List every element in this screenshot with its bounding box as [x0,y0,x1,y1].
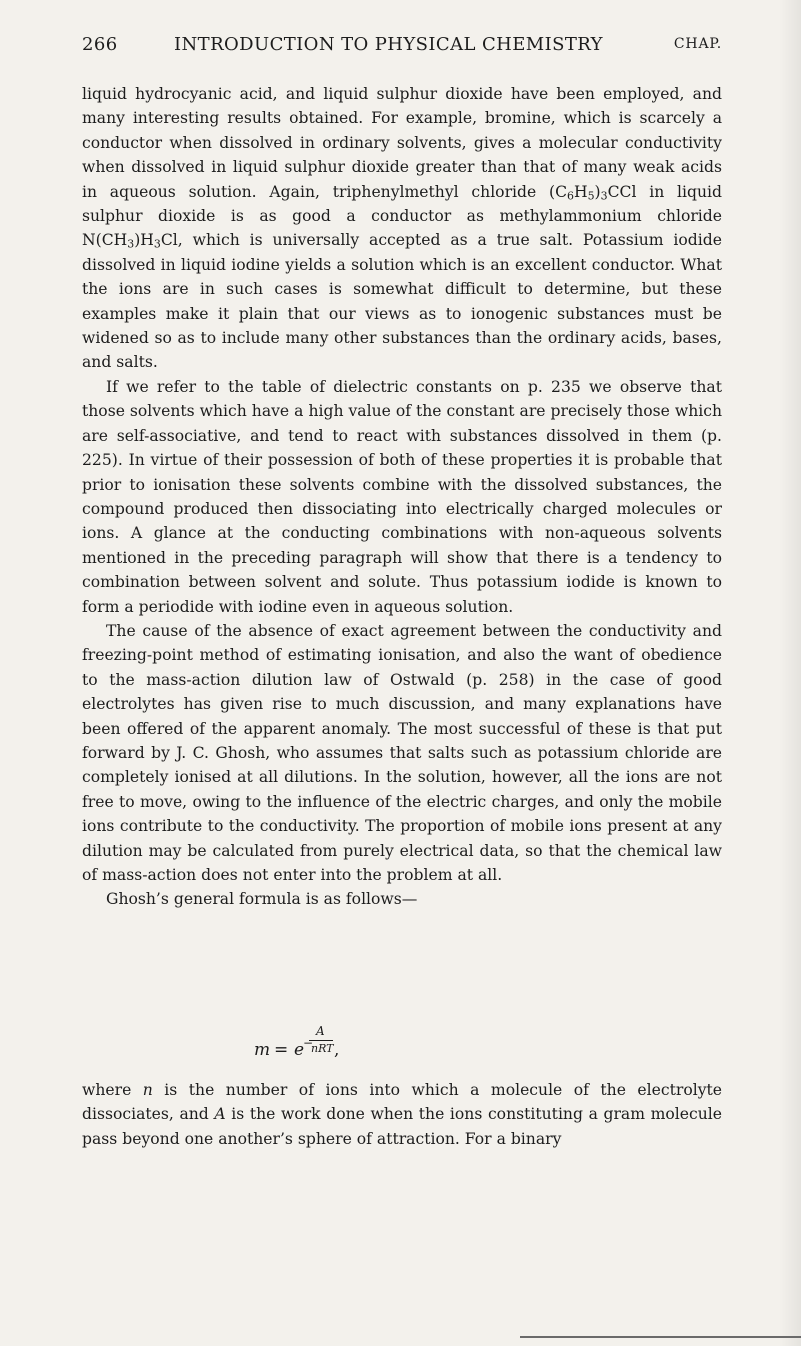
formula-exponent-denominator: nRT [311,1042,334,1055]
page-bottom-rule [520,1336,801,1338]
paragraph-3: The cause of the absence of exact agreement between the conductivity and freezing-point method of estimating ionisation, and also the want of obedience to the mass-action dilution law of Ostwald (p. 258) in the case of good electrolytes has given rise to much discussion, and many explanations have been offered of the apparent anomaly. The most successful of these is that put forward by J. C. Ghosh, who assumes that salts such as potassium chloride are completely ionised at all dilutions. In the solution, however, all the ions are not free to move, owing to the influence of the electric charges, and only the mobile ions contribute to the conductivity. The proportion of mobile ions present at any dilution may be calculated from purely electrical data, so that the chemical law of mass-action does not enter into the problem at all. [82,621,722,884]
paragraph-2: If we refer to the table of dielectric constants on p. 235 we observe that those solvents which have a high value of the constant are precisely those which are self-associative, and tend to react with substances dissolved in them (p. 225). In virtue of their possession of both of these properties it is probable that prior to ionisation these solvents combine with the dissolved substances, the compound produced then dissociating into electrically charged molecules or ions. A glance at the conducting combinations with non-aqueous solvents mentioned in the preceding paragraph will show that there is a tendency to combination between solvent and solute. Thus potassium iodide is known to form a periodide with iodine even in aqueous solution. [82,377,722,616]
variable-n: n [142,1081,153,1099]
paragraph-5: where n is the number of ions into which a molecule of the electrolyte dissociates, and A is the work done when the ions constituting a gram molecule pass beyond one another’s sphere of attraction. For a binary [82,1081,722,1148]
running-header [82,34,722,64]
running-title: INTRODUCTION TO PHYSICAL CHEMISTRY [174,34,603,55]
page-edge-shadow [779,0,801,1346]
formula-base: e [294,1040,305,1060]
variable-A: A [214,1105,226,1124]
formula-comma: , [334,1040,340,1060]
formula-exponent-minus: − [303,1036,314,1050]
formula-equals: = [274,1040,289,1060]
formula-exponent-numerator: A [316,1024,325,1038]
paragraph-5-block [82,1078,722,1151]
formula-fraction-bar [309,1040,333,1041]
formula-lhs: m [254,1040,271,1060]
chapter-abbreviation: CHAP. [673,36,722,52]
paragraph-1: liquid hydrocyanic acid, and liquid sulphur dioxide have been employed, and many interesting results obtained. For example, bromine, which is scarcely a conductor when dissolved in ordinary solvents, gives a molecular conductivity when dissolved in liquid sulphur dioxide greater than that of many weak acids in aqueous solution. Again, triphenylmethyl chloride $(C_6H_5)_3CCl$ in liquid sulphur dioxide is as good a conductor as methylammonium chloride $N(CH_3)H_3Cl$, which is universally accepted as a true salt. Potassium iodide dissolved in liquid iodine yields a solution which is an excellent conductor. What the ions are in such cases is somewhat difficult to determine, but these examples make it plain that our views as to ionogenic substances must be widened so as to include many other substances than the ordinary acids, bases, and salts. [82,85,723,372]
ghosh-formula [254,1022,454,1066]
page-number: 266 [82,34,118,55]
paragraph-4: Ghosh’s general formula is as follows— [106,890,418,909]
body-text [82,82,722,912]
